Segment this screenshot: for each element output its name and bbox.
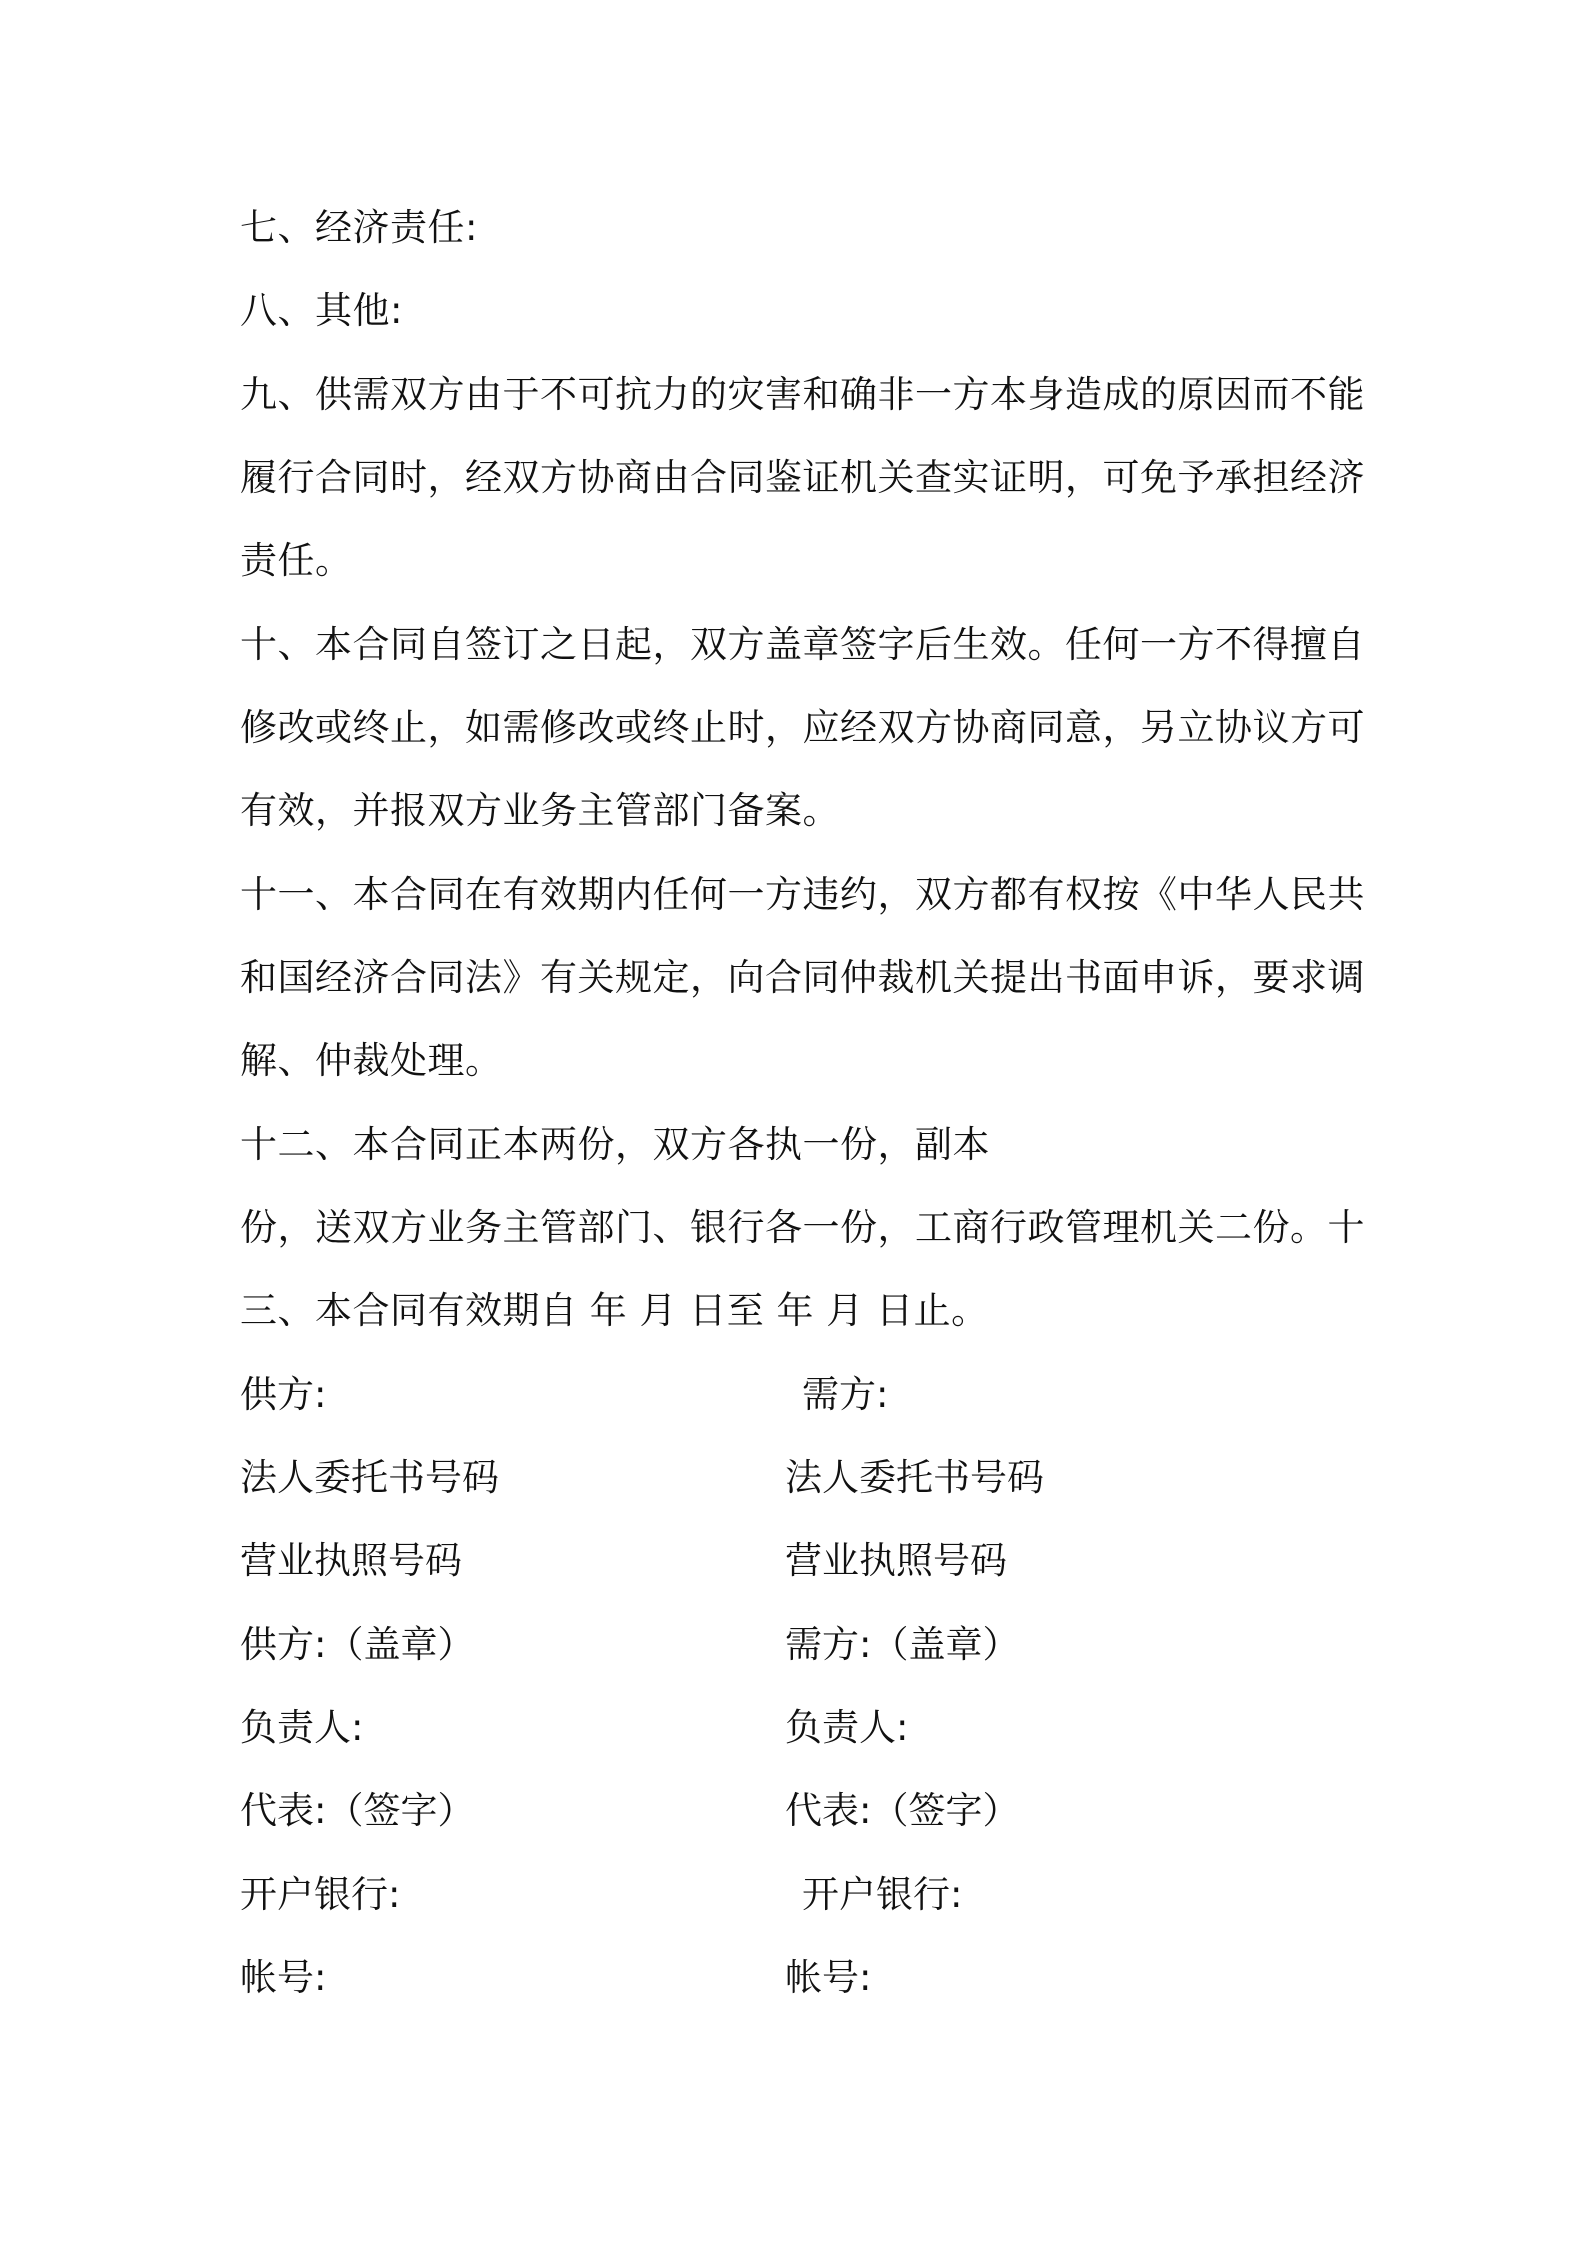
buyer-bank: 开户银行: [802,1873,963,1916]
buyer-license-number: 营业执照号码 [785,1539,1007,1582]
supplier-license-number: 营业执照号码 [240,1539,462,1582]
buyer-account: 帐号: [785,1956,872,1999]
clause-11-line-3: 解、仲裁处理。 [240,1039,503,1082]
supplier-representative: 代表:（签字） [240,1789,475,1832]
clause-10-line-3: 有效，并报双方业务主管部门备案。 [240,789,840,832]
buyer-seal: 需方:（盖章） [785,1623,1020,1666]
clause-12-line-1: 十二、本合同正本两份，双方各执一份，副本 [240,1123,990,1166]
clause-9-line-3: 责任。 [240,539,353,582]
buyer-representative: 代表:（签字） [785,1789,1020,1832]
supplier-seal: 供方:（盖章） [240,1623,475,1666]
supplier-bank: 开户银行: [240,1873,401,1916]
clause-12-line-2: 份，送双方业务主管部门、银行各一份，工商行政管理机关二份。十 [240,1206,1365,1249]
supplier-account: 帐号: [240,1956,327,1999]
clause-10-line-2: 修改或终止，如需修改或终止时，应经双方协商同意，另立协议方可 [240,706,1365,749]
clause-9-line-2: 履行合同时，经双方协商由合同鉴证机关查实证明，可免予承担经济 [240,456,1365,499]
clause-13-line-1: 三、本合同有效期自 年 月 日至 年 月 日止。 [240,1289,989,1332]
clause-7: 七、经济责任: [240,206,478,249]
supplier-principal: 负责人: [240,1706,364,1749]
clause-10-line-1: 十、本合同自签订之日起，双方盖章签字后生效。任何一方不得擅自 [240,623,1365,666]
buyer-proxy-number: 法人委托书号码 [785,1456,1044,1499]
clause-8: 八、其他: [240,289,403,332]
buyer-principal: 负责人: [785,1706,909,1749]
clause-11-line-2: 和国经济合同法》有关规定，向合同仲裁机关提出书面申诉，要求调 [240,956,1365,999]
clause-11-line-1: 十一、本合同在有效期内任何一方违约，双方都有权按《中华人民共 [240,873,1365,916]
buyer-label: 需方: [802,1373,889,1416]
supplier-label: 供方: [240,1373,327,1416]
supplier-proxy-number: 法人委托书号码 [240,1456,499,1499]
clause-9-line-1: 九、供需双方由于不可抗力的灾害和确非一方本身造成的原因而不能 [240,373,1365,416]
